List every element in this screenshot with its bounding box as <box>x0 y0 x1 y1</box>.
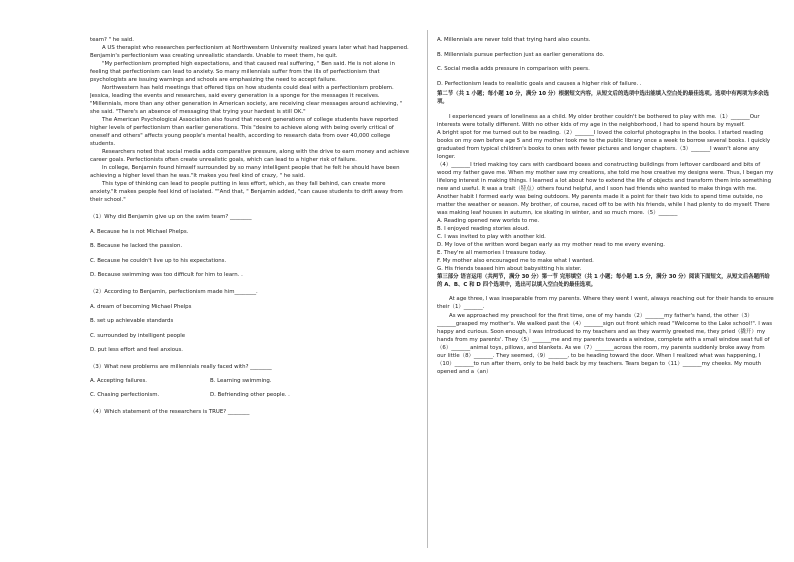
answer-option: B. Learning swimming. <box>210 378 272 384</box>
question-stem: （2）According to Benjamin, perfectionism made him________. <box>90 289 258 295</box>
cloze-passage <box>437 295 774 376</box>
choice-option: F. My mother also encouraged me to make what I wanted. <box>437 257 594 264</box>
option-row <box>90 391 410 399</box>
answer-option: B. Because he lacked the passion. <box>90 243 183 249</box>
choice-option: A. Reading opened new worlds to me. <box>437 217 540 224</box>
passage-paragraph: （4）_______I tried making toy cars with cardboard boxes and constructing buildings from leftover cardboard and bits of wood my father gave me. When my mother saw my creations, she told me how creative my designs were. Thus, I began my lifelong interest in making things. I learned a lot about how to extend the life of objects and transform them into something new and useful. It was a trait（特点）others found helpful, and I soon had friends who wanted to make things with me. <box>437 161 774 192</box>
answer-option: C. surrounded by intelligent people <box>90 332 186 339</box>
passage-paragraph: I experienced years of loneliness as a child. My older brother couldn't be bothered to play with me.（1）_______Our interests were totally different. With no other kids of my age in the neighborhood, I had to spend hours by myself. <box>437 113 760 128</box>
question-item <box>90 363 410 399</box>
question-item <box>90 288 410 354</box>
passage-paragraph: "My perfectionism prompted high expectations, and that caused real suffering, " Ben said. He is not alone in feeling that perfectionism can lead to anxiety. So many millennials suffer from the ills of perfectionism that psychologists are issuing warnings and schools are emphasizing the need to accept failure. <box>90 61 395 83</box>
left-column <box>90 36 410 554</box>
question-4-options <box>437 36 774 88</box>
column-divider <box>427 30 428 548</box>
question-list <box>90 213 410 416</box>
passage-paragraph: team? " he said. <box>90 37 134 43</box>
question-item <box>90 213 410 279</box>
right-column <box>437 36 774 554</box>
question-stem: （3）What new problems are millennials really faced with? ________ <box>90 364 272 370</box>
answer-option: C. Social media adds pressure in comparison with peers. <box>437 66 590 72</box>
choice-option: B. I enjoyed reading stories aloud. <box>437 225 530 232</box>
choice-option: G. His friends teased him about babysitting his sister. <box>437 265 582 272</box>
passage-paragraph: Researchers noted that social media adds comparative pressure, along with the drive to earn money and achieve career goals. Perfectionists often create unrealistic goals, which can lead to a higher risk of failure. <box>90 149 410 163</box>
question-stem: （4）Which statement of the researchers is TRUE? ________ <box>90 409 250 415</box>
question-item <box>90 408 410 416</box>
choice-option: C. I was invited to play with another kid. <box>437 233 546 240</box>
answer-option: B. set up achievable standards <box>90 318 174 324</box>
answer-option: C. Because he couldn't live up to his expectations. <box>90 257 227 264</box>
answer-option: D. Befriending other people. . <box>210 392 290 398</box>
section-3-heading: 第三部分 语言运用（共两节，满分 30 分）第一节 完形填空（共 1 小题；每小题 1.5 分，满分 30 分）阅读下面短文，从短文后各题所给的 A、B、C 和 D 四个选项中，选出可以填入空白处的最佳选项。 <box>437 273 770 288</box>
answer-option: C. Chasing perfectionism. <box>90 392 160 398</box>
answer-option: D. put less effort and feel anxious. <box>90 347 184 353</box>
answer-option: A. dream of becoming Michael Phelps <box>90 303 192 310</box>
reading-passage <box>90 36 410 204</box>
question-stem: （1）Why did Benjamin give up on the swim team? ________ <box>90 214 252 220</box>
answer-option: B. Millennials pursue perfection just as earlier generations do. <box>437 51 605 58</box>
passage-paragraph: At age three, I was inseparable from my parents. Where they went I went, always reaching out for their hands to ensure their（1）_______. <box>437 296 774 310</box>
passage-paragraph: A bright spot for me turned out to be reading.（2）_______I loved the colorful photographs in the books. I started reading books on my own before age 5 and my mother took me to the public library once a week to borrow several books. I quickly graduated from typical children's books to ones with fewer pictures and longer chapters.（3）_______I wasn't alone any longer. <box>437 129 771 160</box>
answer-option: A. Millennials are never told that trying hard also counts. <box>437 37 591 43</box>
passage-paragraph: In college, Benjamin found himself surrounded by so many intelligent people that he felt he should have been achieving a higher level than he was."It makes you feel kind of crazy, " he said. <box>90 165 400 179</box>
passage-paragraph: Another habit I formed early was being outdoors. My parents made it a point for their two kids to spend time outside, no matter the weather or season. My brother, of course, raced off to be with his friends, while I had plenty to do myself. There was making leaf houses in autumn, ice skating in winter, and so much more.（5）_______ <box>437 193 770 216</box>
option-row <box>90 377 410 385</box>
passage-paragraph: The American Psychological Association also found that recent generations of college students have reported higher levels of perfectionism than earlier generations. This "desire to achieve along with being overly critical of oneself and others" affects young people's mental health, according to research data from over 40,000 college students. <box>90 117 398 147</box>
choice-option: D. My love of the written word began early as my mother read to me every evening. <box>437 241 666 248</box>
seven-choose-five-passage <box>437 113 774 217</box>
passage-paragraph: This type of thinking can lead to people putting in less effort, which, as they fall behind, can create more anxiety."It makes people feel kind of isolated. ""And that, " Benjamin added, "can cause students to drift away from their school." <box>90 181 403 203</box>
passage-paragraph: A US therapist who researches perfectionism at Northwestern University realized years later what had happened. Benjamin's perfectionism was creating unrealistic standards. Unable to meet them, he quit. <box>90 45 409 59</box>
answer-option: D. Perfectionism leads to realistic goals and causes a higher risk of failure. . <box>437 80 642 87</box>
answer-option: A. Accepting failures. <box>90 378 147 384</box>
passage-paragraph: As we approached my preschool for the first time, one of my hands（2）_______my father's hand, the other（3）_______grasped my mother's. We walked past the（4）_______sign out front which read "Welcome to the Lake school!". I was happy and curious. Soon enough, I was introduced to my teachers and as they warmly greeted me, they pried（撬开）my hands from my parents'. They（5）_______me and my parents towards a window, complete with a small window seat full of（6）_______animal toys, pillows, and blankets. As we（7）_______across the room, my parents suddenly broke away from our little（8）_______. They seemed,（9）_______, to be heading toward the door. When I realized what was happening, I（10）_______to run after them, only to be held back by my teachers. Tears began to（11）_______my cheeks. My mouth opened and a（an） <box>437 313 773 375</box>
section-2-heading: 第二节（共 1 小题；每小题 10 分，满分 10 分）根据短文内容，从短文后的选项中选出能填入空白处的最佳选项。选项中有两项为多余选项。 <box>437 91 769 105</box>
answer-option: A. Because he is not Michael Phelps. <box>90 228 189 235</box>
choice-option: E. They're all memories I treasure today. <box>437 249 547 256</box>
answer-option: D. Because swimming was too difficult for him to learn. . <box>90 272 243 278</box>
passage-paragraph: Northwestern has held meetings that offered tips on how students could deal with a perfectionism problem. Jessica, leading the events and researches, said every generation is a sponge for the messages it receives. "Millennials, more than any other generation in American society, are receiving clear messages around achieving, " she said. "There's an absence of messaging that trying your hardest is still OK." <box>90 85 403 115</box>
seven-choose-five-options <box>437 217 774 273</box>
